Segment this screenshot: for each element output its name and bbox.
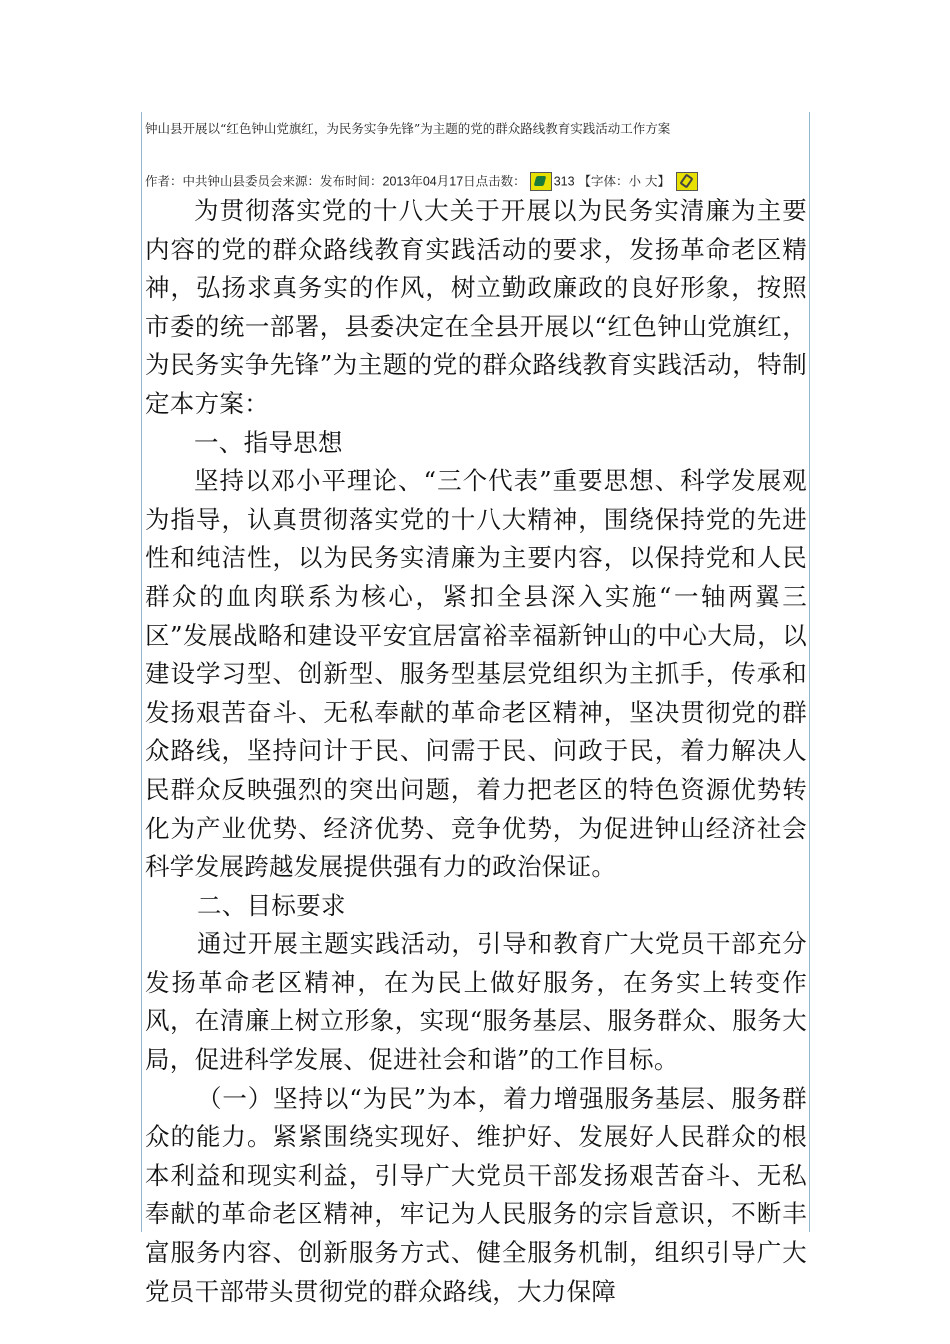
date-month: 04 xyxy=(422,174,437,189)
article-body xyxy=(145,192,807,1311)
date-day: 17 xyxy=(449,174,464,189)
paragraph-goal-one: （一）坚持以“为民”为本，着力增强服务基层、服务群众的能力。紧紧围绕实现好、维护好、发展好人民群众的根本利益和现实利益，引导广大党员干部发扬艰苦奋斗、无私奉献的革命老区精神，牢记为人民服务的宗旨意识，不断丰富服务内容、创新服务方式、健全服务机制，组织引导广大党员干部带头贯彻党的群众路线，大力保障 xyxy=(145,1083,807,1306)
article-meta xyxy=(145,172,698,191)
date-month-label: 月 xyxy=(436,173,450,189)
heading-guiding-ideology: 一、指导思想 xyxy=(194,427,343,457)
pencil-icon[interactable] xyxy=(676,172,698,191)
paragraph-guiding-ideology: 坚持以邓小平理论、“三个代表”重要思想、科学发展观为指导，认真贯彻落实党的十八大精神，围绕保持党的先进性和纯洁性，以为民务实清廉为主要内容，以保持党和人民群众的血肉联系为核心，紧扣全县深入实施“一轴两翼三区”发展战略和建设平安宜居富裕幸福新钟山的中心大局，以建设学习型、创新型、服务型基层党组织为主抓手，传承和发扬艰苦奋斗、无私奉献的革命老区精神，坚决贯彻党的群众路线，坚持问计于民、问需于民、问政于民，着力解决人民群众反映强烈的突出问题，着力把老区的特色资源优势转化为产业优势、经济优势、竞争优势，为促进钟山经济社会科学发展跨越发展提供强有力的政治保证。 xyxy=(145,466,807,882)
heading-goals: 二、目标要求 xyxy=(197,890,346,920)
date-year: 2013 xyxy=(382,174,411,189)
hits-label: 日点击数： xyxy=(463,173,526,189)
font-size-control[interactable]: 【字体：小 大】 xyxy=(578,173,671,189)
frame-left-border xyxy=(141,112,142,1232)
author-source-label: 作者：中共钟山县委员会来源：发布时间： xyxy=(145,173,383,189)
frame-right-border xyxy=(809,112,810,1232)
paragraph-goals: 通过开展主题实践活动，引导和教育广大党员干部充分发扬革命老区精神，在为民上做好服务，在务实上转变作风，在清廉上树立形象，实现“服务基层、服务群众、服务大局，促进科学发展、促进社会和谐”的工作目标。 xyxy=(145,929,807,1075)
hits-icon xyxy=(530,172,552,191)
article-title: 钟山县开展以“红色钟山党旗红，为民务实争先锋”为主题的党的群众路线教育实践活动工作方案 xyxy=(145,121,671,136)
paragraph-intro: 为贯彻落实党的十八大关于开展以为民务实清廉为主要内容的党的群众路线教育实践活动的要求，发扬革命老区精神，弘扬求真务实的作风，树立勤政廉政的良好形象，按照市委的统一部署，县委决定在全县开展以“红色钟山党旗红，为民务实争先锋”为主题的党的群众路线教育实践活动，特制定本方案： xyxy=(145,196,807,418)
date-year-label: 年 xyxy=(410,173,423,189)
hits-count: 313 xyxy=(553,174,575,189)
